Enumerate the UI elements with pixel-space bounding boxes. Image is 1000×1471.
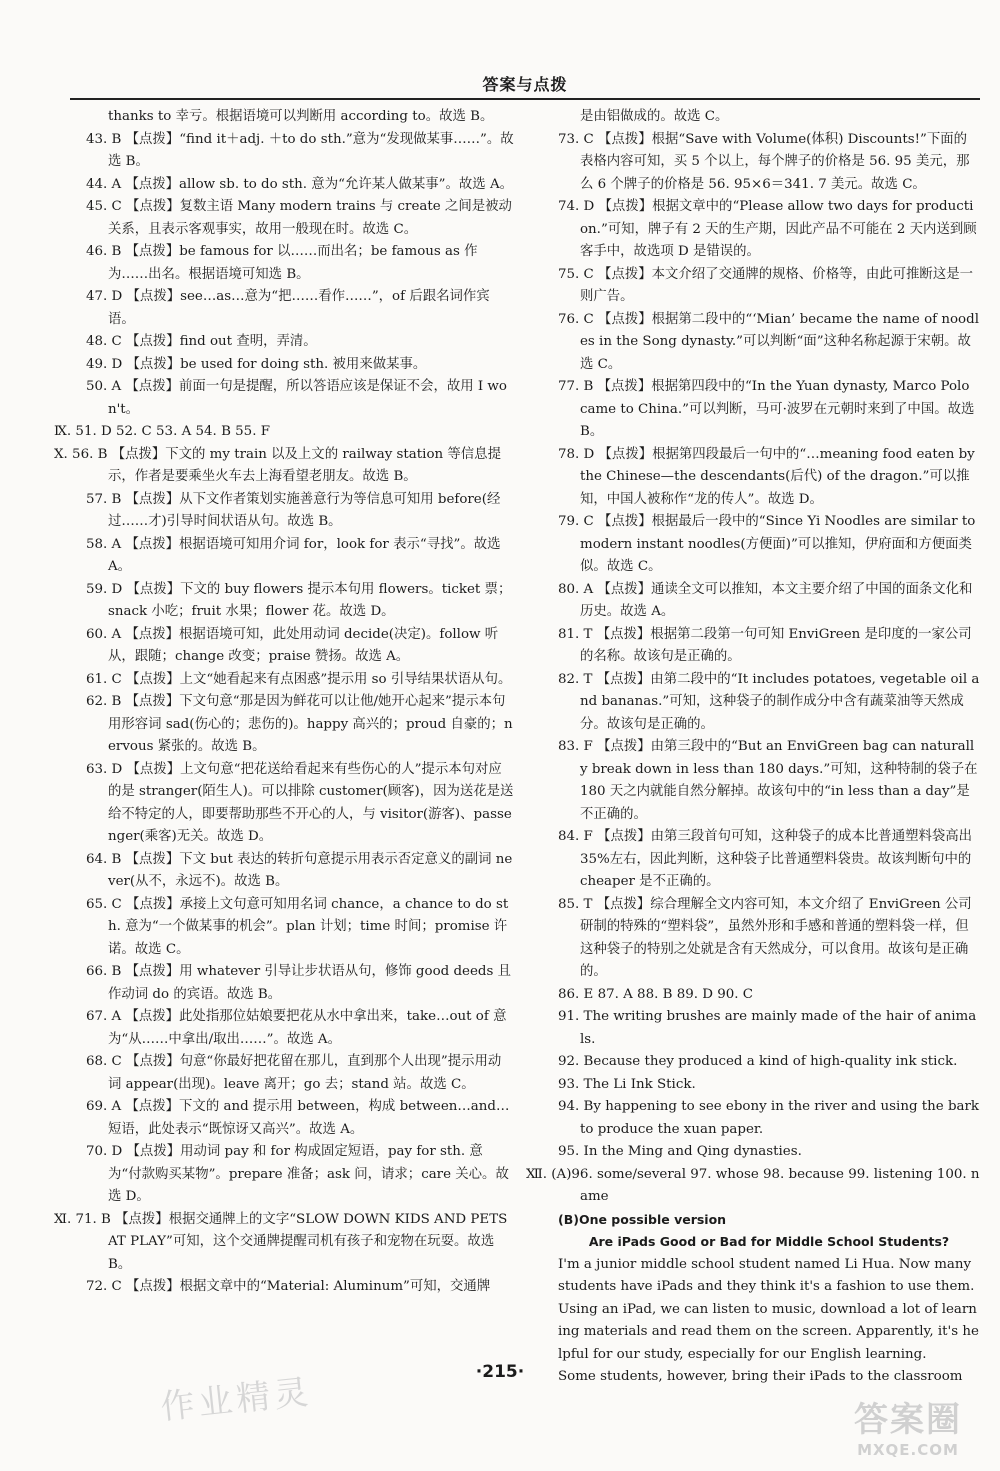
answer-item: 91. The writing brushes are mainly made of the hair of animals. [558,1009,977,1047]
right-column [526,106,980,1389]
answer-item: Ⅸ. 51. D 52. C 53. A 54. B 55. F [54,424,271,439]
answer-item: 93. The Li Ink Stick. [558,1076,696,1092]
answer-item: 73. C 【点拨】根据“Save with Volume(体积) Discounts!”下面的表格内容可知，买 5 个以上，每个牌子的价格是 56. 95 美元，那么 6 个牌子的价格是 56. 95×6＝341. 7 美元。故选 C。 [558,131,970,192]
answer-item: 86. E 87. A 88. B 89. D 90. C [558,986,754,1002]
watermark-logo: 答案圈 [854,1400,962,1440]
answer-item: 46. B 【点拨】be famous for 以……而出名；be famous as 作为……出名。根据语境可知选 B。 [86,244,478,282]
answer-item: 78. D 【点拨】根据第四段最后一句中的“…meaning food eaten by the Chinese—the descendants(后代) of the dragon.”可以推知，中国人被称作“龙的传人”。故选 D。 [558,446,975,507]
answer-item: 82. T 【点拨】由第二段中的“It includes potatoes, vegetable oil and bananas.”可知，这种袋子的制作成分中含有蔬菜油等天然成分。故该句是正确的。 [558,671,980,732]
answer-item: 77. B 【点拨】根据第四段中的“In the Yuan dynasty, Marco Polo came to China.”可以判断，马可·波罗在元朝时来到了中国。故选 B。 [558,379,975,439]
essay-paragraph: Some students, however, bring their iPads to the classroom [558,1369,963,1384]
answer-item: 58. A 【点拨】根据语境可知用介词 for，look for 表示“寻找”。故选 A。 [86,536,501,574]
answer-item: 47. D 【点拨】see…as…意为“把……看作……”，of 后跟名词作宾语。 [86,289,490,327]
page-number: ·215· [475,1362,525,1382]
answer-item: 69. A 【点拨】下文的 and 提示用 between，构成 between…and…短语，此处表示“既惊讶又高兴”。故选 A。 [86,1099,510,1137]
answer-item: 84. F 【点拨】由第三段首句可知，这种袋子的成本比普通塑料袋高出 35%左右，因此判断，这种袋子比普通塑料袋贵。故该判断句中的 cheaper 是不正确的。 [558,829,973,889]
answer-item: 64. B 【点拨】下文 but 表达的转折句意提示用表示否定意义的副词 never(从不，永远不)。故选 B。 [86,851,513,889]
section-heading: (B)One possible version [558,1211,727,1227]
page-header [70,70,980,100]
answer-item: 81. T 【点拨】根据第二段第一句可知 EnviGreen 是印度的一家公司的名称。故该句是正确的。 [558,626,972,664]
answer-item: 59. D 【点拨】下文的 buy flowers 提示本句用 flowers。ticket 票；snack 小吃；fruit 水果；flower 花。故选 D。 [86,581,512,619]
essay-paragraph: I'm a junior middle school student named Li Hua. Now many students have iPads and they think it's a fashion to use them. Using an iPad, we can listen to music, download a lot of learning materials and read them on the screen. Apparently, it's helpful for our study, especially for our English learning. [558,1256,979,1362]
watermark-right [838,1392,978,1459]
answer-item: 68. C 【点拨】句意“你最好把花留在那儿，直到那个人出现”提示用动词 appear(出现)。leave 离开；go 去；stand 站。故选 C。 [86,1054,502,1092]
answer-item: 92. Because they produced a kind of high-quality ink stick. [558,1054,958,1069]
answer-item: 70. D 【点拨】用动词 pay 和 for 构成固定短语，pay for sth. 意为“付款购买某物”。prepare 准备；ask 问，请求；care 关心。故选 D。 [86,1144,509,1204]
answer-item: 50. A 【点拨】前面一句是提醒，所以答语应该是保证不会，故用 I won't。 [86,379,507,417]
answer-item: 49. D 【点拨】be used for doing sth. 被用来做某事。 [86,356,427,372]
answer-item: 67. A 【点拨】此处指那位姑娘要把花从水中拿出来，take…out of 意为“从……中拿出/取出……”。故选 A。 [86,1009,507,1047]
watermark-left: 作业精灵 [158,1372,315,1428]
answer-item: 45. C 【点拨】复数主语 Many modern trains 与 create 之间是被动关系，且表示客观事实，故用一般现在时。故选 C。 [86,199,512,237]
answer-item: thanks to 幸亏。根据语境可以判断用 according to。故选 B。 [108,109,494,124]
answer-item: 是由铝做成的。故选 C。 [580,109,729,124]
answer-item: 95. In the Ming and Qing dynasties. [558,1144,802,1159]
answer-item: 80. A 【点拨】通读全文可以推知，本文主要介绍了中国的面条文化和历史。故选 A。 [558,581,973,619]
answer-item: 76. C 【点拨】根据第二段中的“‘Mian’ became the name of noodles in the Song dynasty.”可以判断“面”这种名称起源于宋朝。故选 C。 [558,311,979,372]
answer-item: 94. By happening to see ebony in the river and using the bark to produce the xuan paper. [558,1099,980,1137]
answer-item: 72. C 【点拨】根据文章中的“Material: Aluminum”可知，交通牌 [86,1279,491,1294]
answer-item: 79. C 【点拨】根据最后一段中的“Since Yi Noodles are similar to modern instant noodles(方便面)”可以推知，伊府面和方便面类似。故选 C。 [558,514,976,574]
answer-item: 61. C 【点拨】上文“她看起来有点困惑”提示用 so 引导结果状语从句。 [86,671,512,687]
answer-item: 74. D 【点拨】根据文章中的“Please allow two days for production.”可知，牌子有 2 天的生产期，因此产品不可能在 2 天内送到顾客手中，故选项 D 是错误的。 [558,199,977,259]
answer-item: 63. D 【点拨】上文句意“把花送给看起来有些伤心的人”提示本句对应的是 stranger(陌生人)。可以排除 customer(顾客)，因为送花是送给不特定的人，即要帮助那些不开心的人，与 visitor(游客)、passenger(乘客)无关。故选 D。 [86,761,514,844]
answer-item: Ⅻ. (A)96. some/several 97. whose 98. because 99. listening 100. name [526,1166,980,1204]
left-column [54,106,514,1299]
answer-item: 57. B 【点拨】从下文作者策划实施善意行为等信息可知用 before(经过……才)引导时间状语从句。故选 B。 [86,491,501,529]
answer-item: 85. T 【点拨】综合理解全文内容可知，本文介绍了 EnviGreen 公司研制的特殊的“塑料袋”，虽然外形和手感和普通的塑料袋一样，但这种袋子的特别之处就是含有天然成分，可以食用。故该句是正确的。 [558,896,972,979]
answer-item: 83. F 【点拨】由第三段中的“But an EnviGreen bag can naturally break down in less than 180 days.”可知，这种特制的袋子在 180 天之内就能自然分解掉。故该句中的“in less than a day”是不正确的。 [558,739,978,822]
answer-item: 66. B 【点拨】用 whatever 引导让步状语从句，修饰 good deeds 且作动词 do 的宾语。故选 B。 [86,964,511,1002]
answer-item: 44. A 【点拨】allow sb. to do sth. 意为“允许某人做某事”。故选 A。 [86,176,514,192]
answer-item: 43. B 【点拨】“find it＋adj. ＋to do sth.”意为“发现做某事……”。故选 B。 [86,131,514,169]
header-title: 答案与点拨 [482,75,568,94]
answer-item: Ⅺ. 71. B 【点拨】根据交通牌上的文字“SLOW DOWN KIDS AND PETS AT PLAY”可知，这个交通牌提醒司机有孩子和宠物在玩耍。故选 B。 [54,1211,508,1272]
answer-item: 75. C 【点拨】本文介绍了交通牌的规格、价格等，由此可推断这是一则广告。 [558,266,973,304]
answer-item: Ⅹ. 56. B 【点拨】下文的 my train 以及上文的 railway station 等信息提示，作者是要乘坐火车去上海看望老朋友。故选 B。 [54,446,501,484]
answer-item: 48. C 【点拨】find out 查明，弄清。 [86,334,317,349]
answer-item: 62. B 【点拨】下文句意“那是因为鲜花可以让他/她开心起来”提示本句用形容词 sad(伤心的；悲伤的)。happy 高兴的；proud 自豪的；nervous 紧张的。故选 B。 [86,694,513,754]
watermark-url: MXQE.COM [857,1441,959,1459]
answer-item: 65. C 【点拨】承接上文句意可知用名词 chance，a chance to do sth. 意为“一个做某事的机会”。plan 计划；time 时间；promise 许诺。故选 C。 [86,896,509,957]
essay-title: Are iPads Good or Bad for Middle School Students? [588,1234,950,1249]
answer-item: 60. A 【点拨】根据语境可知，此处用动词 decide(决定)。follow 听从，跟随；change 改变；praise 赞扬。故选 A。 [86,626,499,664]
